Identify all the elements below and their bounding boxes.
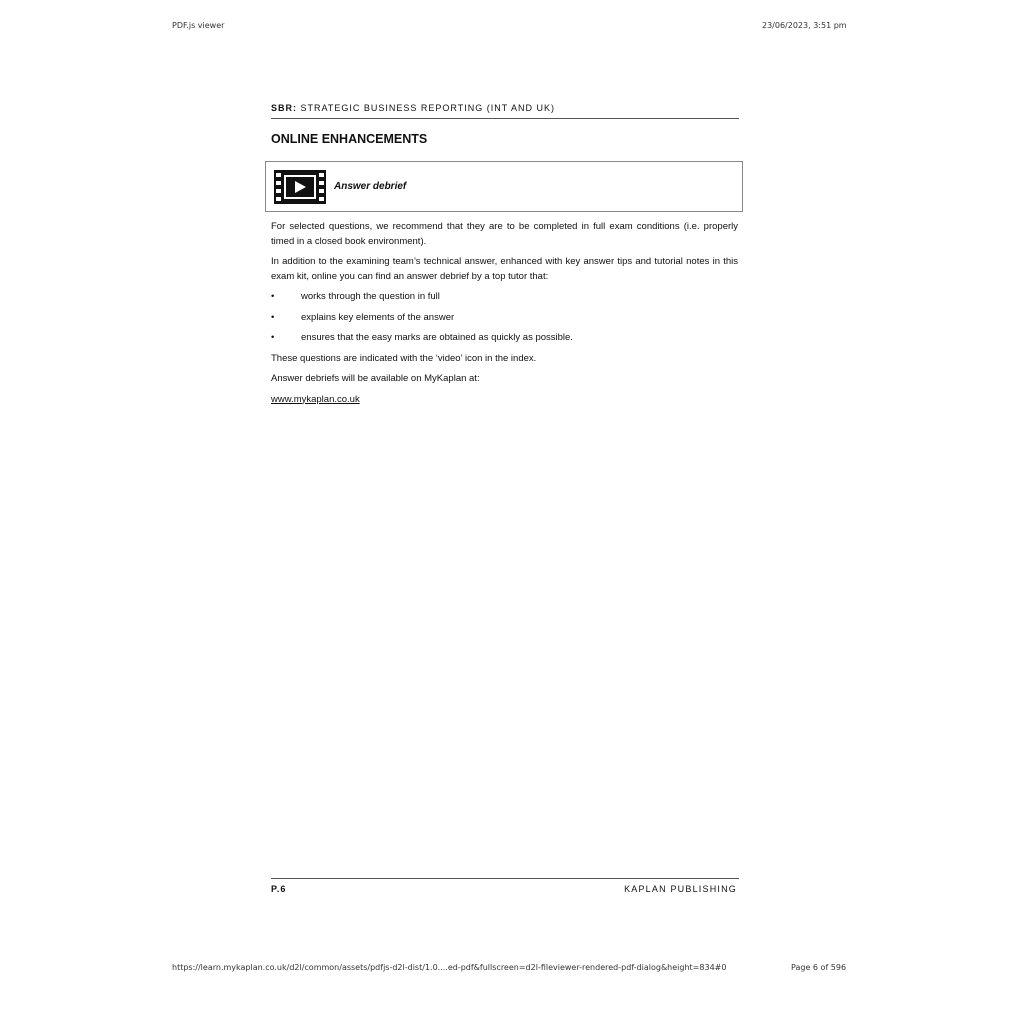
answer-debrief-box xyxy=(265,161,743,212)
mykaplan-link[interactable]: www.mykaplan.co.uk xyxy=(271,393,360,405)
section-title: ONLINE ENHANCEMENTS xyxy=(271,132,428,146)
paragraph-video-icon-note: These questions are indicated with the ‘video’ icon in the index. xyxy=(271,352,537,364)
page-number: P.6 xyxy=(271,884,287,894)
video-film-icon xyxy=(274,170,326,204)
print-footer-url: https://learn.mykaplan.co.uk/d2l/common/assets/pdfjs-d2l-dist/1.0....ed-pdf&fullscreen=d2l-fileviewer-rendered-pdf-dialog&height=834#0 xyxy=(172,963,727,972)
body-text xyxy=(271,220,738,413)
bullet-icon: • xyxy=(271,311,275,323)
header-divider xyxy=(271,118,739,119)
paragraph-availability: Answer debriefs will be available on MyKaplan at: xyxy=(271,373,480,384)
list-item-text: ensures that the easy marks are obtained as quickly as possible. xyxy=(301,332,573,343)
answer-debrief-label: Answer debrief xyxy=(334,181,407,192)
footer-divider xyxy=(271,878,739,879)
list-item-text: explains key elements of the answer xyxy=(301,311,455,323)
list-item xyxy=(271,290,738,305)
running-head xyxy=(271,103,739,113)
paragraph-exam-conditions: For selected questions, we recommend that they are to be completed in full exam conditions (i.e. properly timed in a closed book environment). xyxy=(271,221,738,247)
print-header-title: PDF.js viewer xyxy=(172,21,225,30)
running-head-code: SBR: xyxy=(271,103,297,113)
publisher-name: KAPLAN PUBLISHING xyxy=(624,884,737,894)
list-item xyxy=(271,331,738,346)
list-item xyxy=(271,311,738,326)
paragraph-answer-debrief: In addition to the examining team’s technical answer, enhanced with key answer tips and tutorial notes in this exam kit, online you can find an answer debrief by a top tutor that: xyxy=(271,256,738,282)
list-item-text: works through the question in full xyxy=(301,291,440,302)
bullet-icon: • xyxy=(271,291,275,302)
document-page xyxy=(265,95,745,905)
running-head-title: STRATEGIC BUSINESS REPORTING (INT AND UK) xyxy=(297,103,556,113)
bullet-icon: • xyxy=(271,332,275,343)
print-header-datetime: 23/06/2023, 3:51 pm xyxy=(762,21,847,30)
print-footer-page-info: Page 6 of 596 xyxy=(791,963,847,972)
